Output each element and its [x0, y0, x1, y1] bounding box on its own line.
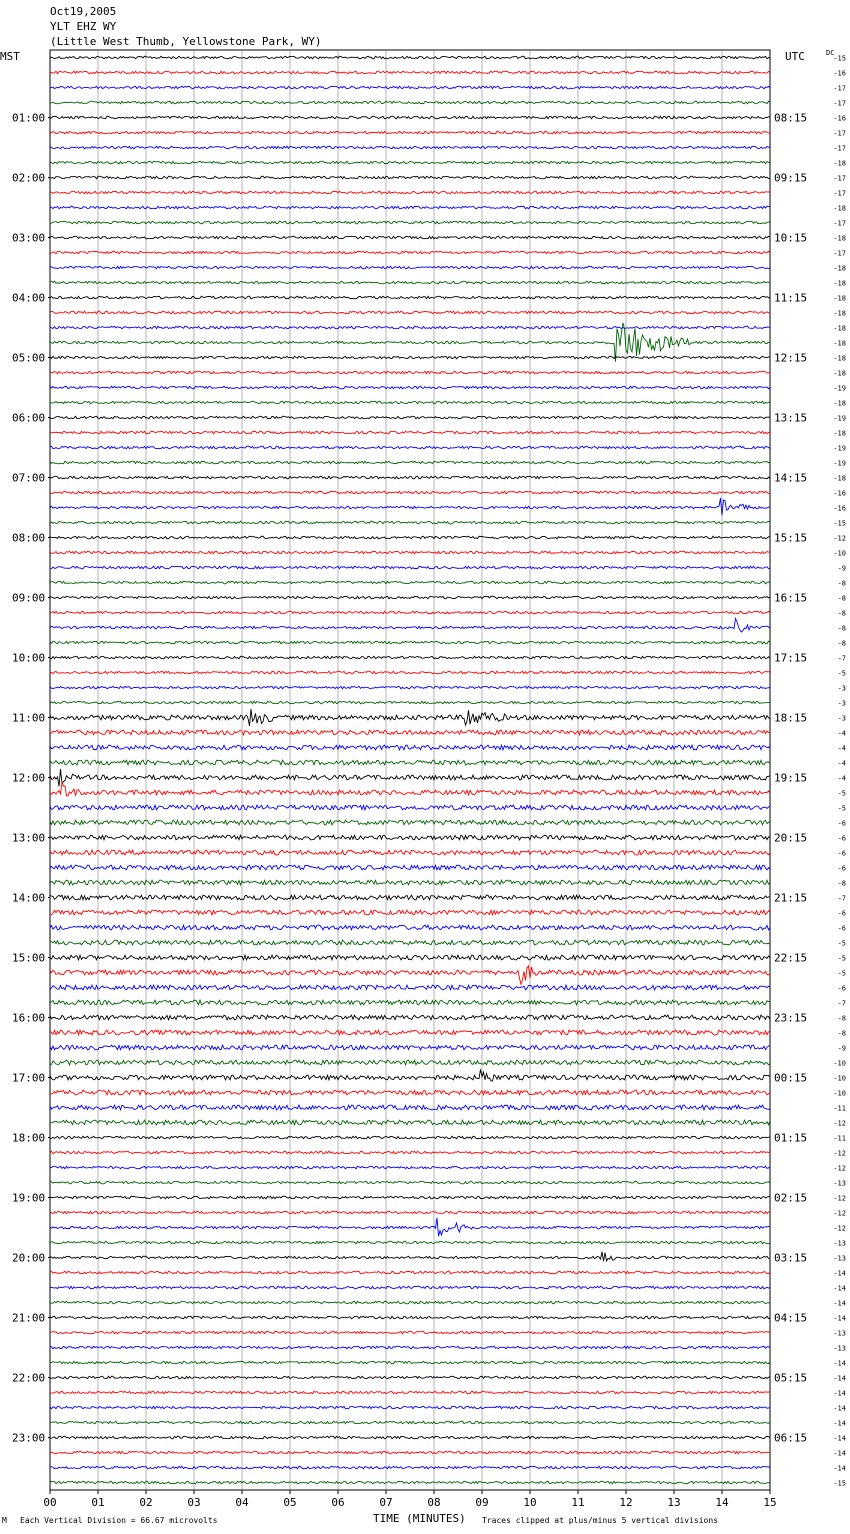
- left-time-label: 11:00: [12, 711, 46, 725]
- left-time-label: 22:00: [12, 1371, 46, 1385]
- right-time-label: 20:15: [774, 831, 808, 845]
- right-time-label: 08:15: [774, 111, 808, 125]
- right-time-label: 15:15: [774, 531, 808, 545]
- dc-offset-label: -17: [833, 219, 846, 228]
- trace-line-64: [50, 1015, 770, 1020]
- x-tick-label: 13: [667, 1496, 681, 1509]
- dc-offset-label: -13: [833, 1239, 846, 1248]
- dc-offset-label: -18: [833, 279, 846, 288]
- trace-group: [50, 56, 770, 1484]
- trace-line-95: [50, 1481, 770, 1484]
- left-time-label: 12:00: [12, 771, 46, 785]
- dc-offset-label: -14: [833, 1269, 846, 1278]
- trace-line-57: [50, 910, 770, 915]
- dc-offset-label: -8: [837, 879, 846, 888]
- right-time-label: 17:15: [774, 651, 808, 665]
- dc-offset-labels: [833, 55, 846, 1488]
- trace-line-63: [50, 1000, 770, 1005]
- dc-offset-label: -13: [833, 1329, 846, 1338]
- trace-line-54: [50, 865, 770, 870]
- left-time-label: 20:00: [12, 1251, 46, 1265]
- trace-line-32: [50, 536, 770, 539]
- x-tick-labels: [43, 1490, 776, 1509]
- dc-offset-label: -18: [833, 204, 846, 213]
- dc-offset-label: -18: [833, 294, 846, 303]
- right-time-label: 03:15: [774, 1251, 808, 1265]
- left-time-label: 07:00: [12, 471, 46, 485]
- header-location: (Little West Thumb, Yellowstone Park, WY): [50, 35, 322, 48]
- trace-line-22: [50, 386, 770, 389]
- right-time-label: 00:15: [774, 1071, 808, 1085]
- dc-offset-label: -6: [837, 924, 846, 933]
- x-tick-label: 12: [619, 1496, 633, 1509]
- right-time-label: 23:15: [774, 1011, 808, 1025]
- right-time-label: 21:15: [774, 891, 808, 905]
- trace-line-14: [50, 266, 770, 269]
- left-time-label: 08:00: [12, 531, 46, 545]
- trace-line-27: [50, 461, 770, 464]
- trace-line-26: [50, 446, 770, 449]
- dc-offset-label: -14: [833, 1359, 846, 1368]
- dc-offset-label: -6: [837, 909, 846, 918]
- dc-offset-label: -18: [833, 429, 846, 438]
- dc-offset-label: -3: [837, 699, 846, 708]
- trace-line-4: [50, 116, 770, 119]
- dc-offset-label: -5: [837, 939, 846, 948]
- right-axis-title: UTC: [785, 50, 805, 63]
- trace-line-39: [50, 641, 770, 644]
- dc-offset-label: -14: [833, 1404, 846, 1413]
- right-time-label: 04:15: [774, 1311, 808, 1325]
- left-time-label: 04:00: [12, 291, 46, 305]
- dc-offset-label: -14: [833, 1374, 846, 1383]
- right-time-label: 12:15: [774, 351, 808, 365]
- trace-line-86: [50, 1346, 770, 1349]
- left-time-label: 02:00: [12, 171, 46, 185]
- trace-line-73: [50, 1151, 770, 1154]
- dc-offset-label: -17: [833, 84, 846, 93]
- trace-line-69: [50, 1090, 770, 1095]
- dc-offset-label: -6: [837, 834, 846, 843]
- right-time-label: 22:15: [774, 951, 808, 965]
- division-note: Each Vertical Division = 66.67 microvolts: [20, 1516, 218, 1525]
- trace-line-78: [50, 1218, 770, 1236]
- dc-offset-label: -19: [833, 414, 846, 423]
- trace-line-16: [50, 296, 770, 299]
- trace-line-3: [50, 101, 770, 104]
- left-axis-title: MST: [0, 50, 20, 63]
- trace-line-91: [50, 1421, 770, 1424]
- dc-offset-label: -14: [833, 1464, 846, 1473]
- dc-label: DC: [826, 49, 835, 57]
- right-time-label: 02:15: [774, 1191, 808, 1205]
- trace-line-90: [50, 1406, 770, 1409]
- trace-line-8: [50, 176, 770, 179]
- dc-offset-label: -7: [837, 999, 846, 1008]
- dc-offset-label: -15: [833, 1479, 846, 1488]
- left-time-label: 06:00: [12, 411, 46, 425]
- trace-line-81: [50, 1271, 770, 1274]
- dc-offset-label: -16: [833, 114, 846, 123]
- dc-offset-label: -12: [833, 1209, 846, 1218]
- dc-offset-label: -15: [833, 54, 846, 63]
- right-time-label: 13:15: [774, 411, 808, 425]
- trace-line-17: [50, 311, 770, 314]
- trace-line-41: [50, 671, 770, 674]
- x-tick-label: 11: [571, 1496, 585, 1509]
- trace-line-36: [50, 596, 770, 599]
- dc-offset-label: -13: [833, 1344, 846, 1353]
- trace-line-74: [50, 1166, 770, 1169]
- dc-offset-label: -8: [837, 624, 846, 633]
- dc-offset-label: -6: [837, 864, 846, 873]
- trace-line-20: [50, 356, 770, 359]
- right-time-label: 06:15: [774, 1431, 808, 1445]
- trace-line-2: [50, 86, 770, 89]
- left-time-label: 15:00: [12, 951, 46, 965]
- x-tick-label: 07: [379, 1496, 393, 1509]
- dc-offset-label: -17: [833, 144, 846, 153]
- right-time-labels: [774, 112, 807, 1445]
- dc-offset-label: -11: [833, 1104, 846, 1113]
- trace-line-38: [50, 618, 770, 632]
- dc-offset-label: -10: [833, 549, 846, 558]
- trace-line-71: [50, 1120, 770, 1125]
- x-tick-label: 06: [331, 1496, 345, 1509]
- dc-offset-label: -10: [833, 1059, 846, 1068]
- x-tick-label: 00: [43, 1496, 57, 1509]
- dc-offset-label: -18: [833, 339, 846, 348]
- trace-line-68: [50, 1069, 770, 1081]
- left-time-label: 01:00: [12, 111, 46, 125]
- x-tick-label: 10: [523, 1496, 537, 1509]
- dc-offset-label: -12: [833, 1119, 846, 1128]
- trace-line-70: [50, 1105, 770, 1110]
- trace-line-48: [50, 769, 770, 786]
- left-time-label: 16:00: [12, 1011, 46, 1025]
- trace-line-5: [50, 131, 770, 134]
- dc-offset-label: -3: [837, 714, 846, 723]
- dc-offset-label: -5: [837, 804, 846, 813]
- trace-line-75: [50, 1181, 770, 1184]
- trace-line-12: [50, 236, 770, 239]
- trace-line-1: [50, 71, 770, 74]
- dc-offset-label: -16: [833, 489, 846, 498]
- dc-offset-label: -13: [833, 1179, 846, 1188]
- dc-offset-label: -17: [833, 129, 846, 138]
- dc-offset-label: -17: [833, 99, 846, 108]
- x-tick-label: 14: [715, 1496, 729, 1509]
- trace-line-62: [50, 985, 770, 990]
- header-station: YLT EHZ WY: [50, 20, 117, 33]
- trace-line-7: [50, 161, 770, 164]
- dc-offset-label: -16: [833, 504, 846, 513]
- dc-offset-label: -18: [833, 474, 846, 483]
- left-time-label: 23:00: [12, 1431, 46, 1445]
- trace-line-53: [50, 850, 770, 855]
- x-tick-label: 04: [235, 1496, 249, 1509]
- left-time-label: 03:00: [12, 231, 46, 245]
- trace-line-59: [50, 940, 770, 945]
- dc-offset-label: -13: [833, 1254, 846, 1263]
- dc-offset-label: -18: [833, 234, 846, 243]
- dc-offset-label: -17: [833, 174, 846, 183]
- trace-line-60: [50, 955, 770, 960]
- dc-offset-label: -10: [833, 1089, 846, 1098]
- dc-offset-label: -15: [833, 519, 846, 528]
- left-time-label: 17:00: [12, 1071, 46, 1085]
- trace-line-65: [50, 1030, 770, 1035]
- trace-line-29: [50, 491, 770, 494]
- dc-offset-label: -14: [833, 1389, 846, 1398]
- trace-line-49: [50, 782, 770, 796]
- dc-offset-label: -3: [837, 684, 846, 693]
- dc-offset-label: -7: [837, 894, 846, 903]
- dc-offset-label: -16: [833, 69, 846, 78]
- trace-line-37: [50, 611, 770, 614]
- trace-line-61: [50, 966, 770, 984]
- trace-line-9: [50, 191, 770, 194]
- trace-line-85: [50, 1331, 770, 1334]
- left-time-label: 18:00: [12, 1131, 46, 1145]
- trace-line-44: [50, 709, 770, 726]
- dc-offset-label: -4: [837, 774, 846, 783]
- trace-line-6: [50, 146, 770, 149]
- x-tick-label: 03: [187, 1496, 201, 1509]
- dc-offset-label: -5: [837, 789, 846, 798]
- trace-line-11: [50, 221, 770, 224]
- trace-line-67: [50, 1060, 770, 1065]
- trace-line-77: [50, 1211, 770, 1214]
- trace-line-88: [50, 1376, 770, 1379]
- dc-offset-label: -18: [833, 369, 846, 378]
- left-time-label: 13:00: [12, 831, 46, 845]
- right-time-label: 19:15: [774, 771, 808, 785]
- dc-offset-label: -6: [837, 984, 846, 993]
- dc-offset-label: -4: [837, 744, 846, 753]
- left-time-label: 21:00: [12, 1311, 46, 1325]
- dc-offset-label: -11: [833, 1134, 846, 1143]
- footer-mark: M: [2, 1516, 7, 1525]
- trace-line-89: [50, 1391, 770, 1394]
- trace-line-45: [50, 730, 770, 735]
- dc-offset-label: -8: [837, 579, 846, 588]
- right-time-label: 11:15: [774, 291, 808, 305]
- dc-offset-label: -18: [833, 309, 846, 318]
- dc-offset-label: -14: [833, 1419, 846, 1428]
- dc-offset-label: -5: [837, 669, 846, 678]
- dc-offset-label: -18: [833, 324, 846, 333]
- trace-line-23: [50, 401, 770, 404]
- right-time-label: 09:15: [774, 171, 808, 185]
- trace-line-34: [50, 566, 770, 569]
- left-time-label: 09:00: [12, 591, 46, 605]
- trace-line-76: [50, 1196, 770, 1199]
- left-time-label: 14:00: [12, 891, 46, 905]
- trace-line-24: [50, 416, 770, 419]
- dc-offset-label: -9: [837, 564, 846, 573]
- dc-offset-label: -12: [833, 1164, 846, 1173]
- trace-line-13: [50, 251, 770, 254]
- dc-offset-label: -7: [837, 654, 846, 663]
- left-time-labels: [12, 112, 50, 1445]
- dc-offset-label: -19: [833, 444, 846, 453]
- trace-line-80: [50, 1252, 770, 1262]
- trace-line-43: [50, 701, 770, 704]
- header-date: Oct19,2005: [50, 5, 117, 18]
- dc-offset-label: -8: [837, 594, 846, 603]
- dc-offset-label: -6: [837, 819, 846, 828]
- dc-offset-label: -8: [837, 1014, 846, 1023]
- trace-line-94: [50, 1466, 770, 1469]
- dc-offset-label: -6: [837, 849, 846, 858]
- dc-offset-label: -4: [837, 759, 846, 768]
- trace-line-0: [50, 56, 770, 59]
- dc-offset-label: -17: [833, 249, 846, 258]
- left-time-label: 05:00: [12, 351, 46, 365]
- trace-line-18: [50, 326, 770, 329]
- trace-line-47: [50, 760, 770, 765]
- trace-line-35: [50, 581, 770, 584]
- trace-line-55: [50, 880, 770, 885]
- trace-line-93: [50, 1451, 770, 1454]
- clip-note: Traces clipped at plus/minus 5 vertical divisions: [482, 1516, 719, 1525]
- trace-line-28: [50, 476, 770, 479]
- dc-offset-label: -12: [833, 1224, 846, 1233]
- dc-offset-label: -18: [833, 264, 846, 273]
- dc-offset-label: -12: [833, 1149, 846, 1158]
- trace-line-42: [50, 686, 770, 689]
- trace-line-31: [50, 521, 770, 524]
- right-time-label: 14:15: [774, 471, 808, 485]
- dc-offset-label: -5: [837, 969, 846, 978]
- trace-line-87: [50, 1361, 770, 1364]
- trace-line-15: [50, 281, 770, 284]
- trace-line-72: [50, 1136, 770, 1139]
- trace-line-84: [50, 1316, 770, 1319]
- dc-offset-label: -5: [837, 954, 846, 963]
- dc-offset-label: -10: [833, 1074, 846, 1083]
- trace-line-92: [50, 1436, 770, 1439]
- dc-offset-label: -8: [837, 609, 846, 618]
- x-tick-label: 08: [427, 1496, 441, 1509]
- dc-offset-label: -8: [837, 1029, 846, 1038]
- dc-offset-label: -14: [833, 1299, 846, 1308]
- x-axis-label: TIME (MINUTES): [373, 1512, 466, 1525]
- dc-offset-label: -8: [837, 639, 846, 648]
- trace-line-79: [50, 1241, 770, 1244]
- trace-line-83: [50, 1301, 770, 1304]
- dc-offset-label: -18: [833, 159, 846, 168]
- trace-line-46: [50, 745, 770, 750]
- trace-line-58: [50, 925, 770, 930]
- trace-line-25: [50, 431, 770, 434]
- dc-offset-label: -4: [837, 729, 846, 738]
- dc-offset-label: -9: [837, 1044, 846, 1053]
- dc-offset-label: -19: [833, 459, 846, 468]
- dc-offset-label: -12: [833, 534, 846, 543]
- trace-line-50: [50, 805, 770, 810]
- trace-line-51: [50, 820, 770, 825]
- right-time-label: 16:15: [774, 591, 808, 605]
- trace-line-82: [50, 1286, 770, 1289]
- right-time-label: 01:15: [774, 1131, 808, 1145]
- x-tick-label: 01: [91, 1496, 105, 1509]
- dc-offset-label: -18: [833, 354, 846, 363]
- trace-line-33: [50, 551, 770, 554]
- x-tick-label: 09: [475, 1496, 489, 1509]
- x-tick-label: 02: [139, 1496, 153, 1509]
- trace-line-56: [50, 895, 770, 900]
- dc-offset-label: -14: [833, 1449, 846, 1458]
- trace-line-52: [50, 835, 770, 840]
- right-time-label: 10:15: [774, 231, 808, 245]
- left-time-label: 19:00: [12, 1191, 46, 1205]
- dc-offset-label: -14: [833, 1284, 846, 1293]
- x-tick-label: 15: [763, 1496, 777, 1509]
- trace-line-10: [50, 206, 770, 209]
- dc-offset-label: -14: [833, 1314, 846, 1323]
- dc-offset-label: -19: [833, 384, 846, 393]
- trace-line-66: [50, 1045, 770, 1050]
- left-time-label: 10:00: [12, 651, 46, 665]
- dc-offset-label: -14: [833, 1434, 846, 1443]
- dc-offset-label: -12: [833, 1194, 846, 1203]
- trace-line-40: [50, 656, 770, 659]
- trace-line-21: [50, 371, 770, 374]
- x-tick-label: 05: [283, 1496, 297, 1509]
- dc-offset-label: -17: [833, 189, 846, 198]
- right-time-label: 18:15: [774, 711, 808, 725]
- right-time-label: 05:15: [774, 1371, 808, 1385]
- dc-offset-label: -18: [833, 399, 846, 408]
- trace-line-30: [50, 498, 770, 515]
